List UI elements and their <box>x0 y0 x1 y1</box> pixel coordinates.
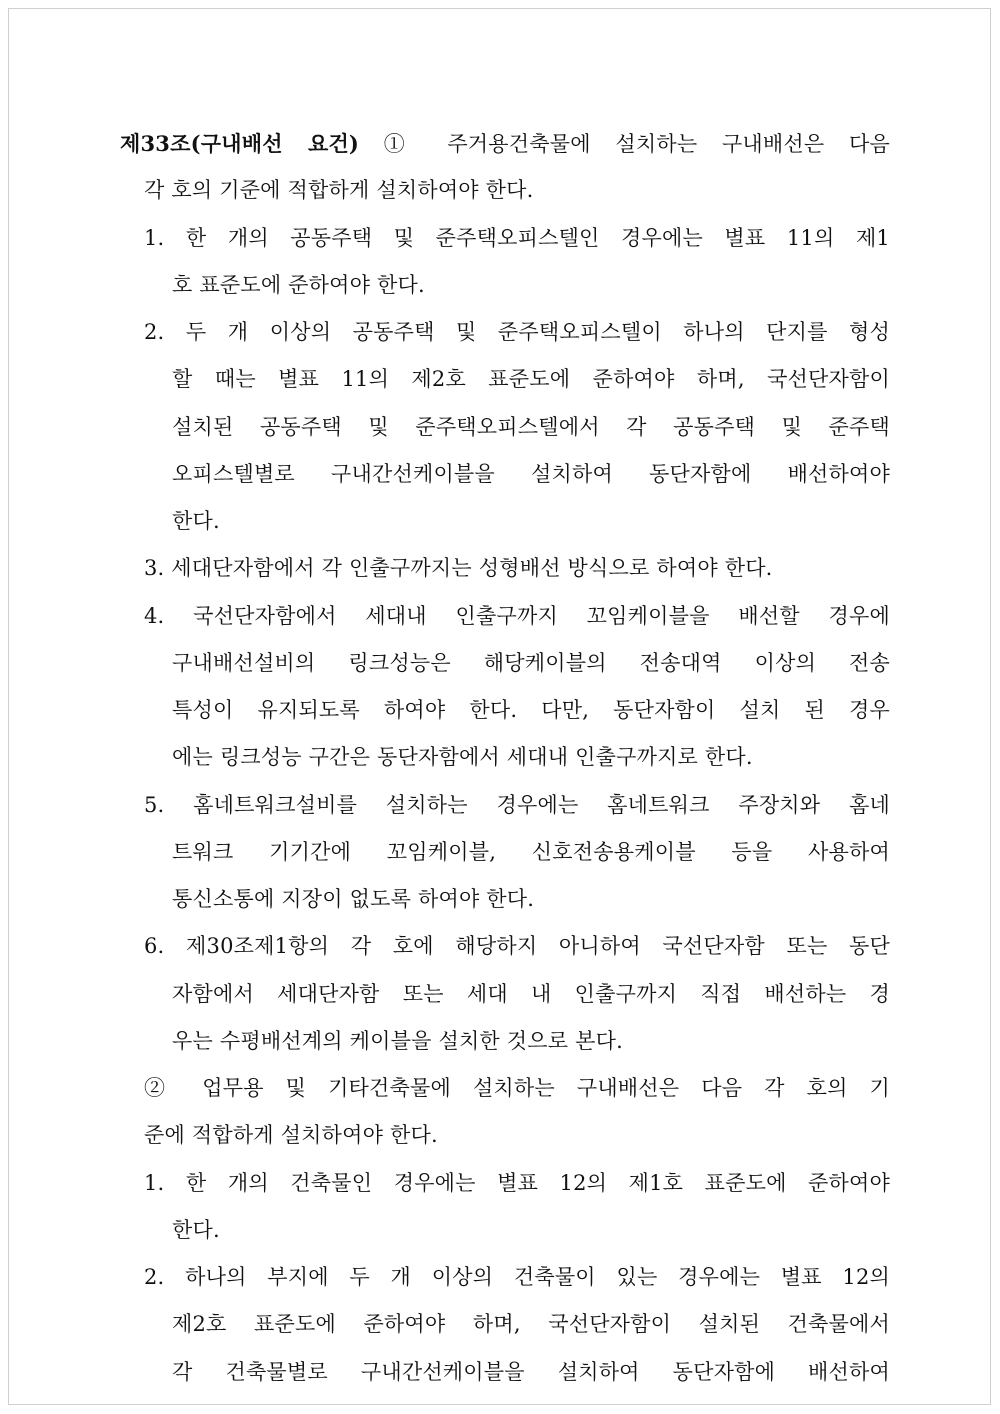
document-body <box>120 120 890 1396</box>
article-heading-line <box>120 120 890 167</box>
article-title: (구내배선 요건) <box>190 131 360 156</box>
list-item-line: 한다. <box>172 509 220 533</box>
list-item-line: 각 건축물별로 구내간선케이블을 설치하여 동단자함에 배선하여 <box>172 1359 890 1384</box>
list-item-line: 설치된 공동주택 및 준주택오피스텔에서 각 공동주택 및 준주택 <box>172 414 890 439</box>
list-item-line: 2. 두 개 이상의 공동주택 및 준주택오피스텔이 하나의 단지를 형성 <box>144 320 890 344</box>
para1-intro-continuation: 각 호의 기준에 적합하게 설치하여야 한다. <box>144 178 534 203</box>
list-item-line: 5. 홈네트워크설비를 설치하는 경우에는 홈네트워크 주장치와 홈네 <box>144 792 890 817</box>
para2-intro-line: ② 업무용 및 기타건축물에 설치하는 구내배선은 다음 각 호의 기 <box>144 1076 890 1100</box>
list-item-line: 한다. <box>172 1217 220 1242</box>
list-item-line: 제2호 표준도에 준하여야 하며, 국선단자함이 설치된 건축물에서 <box>172 1312 890 1337</box>
para1-intro-text: ① 주거용건축물에 설치하는 구내배선은 다음 <box>383 132 890 156</box>
list-item-line: 트워크 기기간에 꼬임케이블, 신호전송용케이블 등을 사용하여 <box>172 839 890 864</box>
para2-intro-continuation: 준에 적합하게 설치하여야 한다. <box>144 1123 438 1148</box>
list-item-line: 1. 한 개의 건축물인 경우에는 별표 12의 제1호 표준도에 준하여야 <box>144 1170 890 1195</box>
list-item-line: 호 표준도에 준하여야 한다. <box>172 272 425 297</box>
article-number: 제33조 <box>120 131 191 156</box>
list-item-line: 특성이 유지되도록 하여야 한다. 다만, 동단자함이 설치 된 경우 <box>172 698 890 722</box>
list-item-line: 3. 세대단자함에서 각 인출구까지는 성형배선 방식으로 하여야 한다. <box>144 556 773 581</box>
list-item-line: 오피스텔별로 구내간선케이블을 설치하여 동단자함에 배선하여야 <box>172 461 890 486</box>
list-item-line: 할 때는 별표 11의 제2호 표준도에 준하여야 하며, 국선단자함이 <box>172 367 890 392</box>
list-item-line: 통신소통에 지장이 없도록 하여야 한다. <box>172 887 535 911</box>
list-item-line: 2. 하나의 부지에 두 개 이상의 건축물이 있는 경우에는 별표 12의 <box>144 1265 890 1289</box>
list-item-line: 6. 제30조제1항의 각 호에 해당하지 아니하여 국선단자함 또는 동단 <box>144 934 890 959</box>
list-item-line: 에는 링크성능 구간은 동단자함에서 세대내 인출구까지로 한다. <box>172 745 753 770</box>
list-item-line: 자함에서 세대단자함 또는 세대 내 인출구까지 직접 배선하는 경 <box>172 981 890 1006</box>
list-item-line: 우는 수평배선계의 케이블을 설치한 것으로 본다. <box>172 1028 623 1053</box>
list-item-line: 구내배선설비의 링크성능은 해당케이블의 전송대역 이상의 전송 <box>172 650 890 675</box>
list-item-line: 1. 한 개의 공동주택 및 준주택오피스텔인 경우에는 별표 11의 제1 <box>144 225 890 250</box>
list-item-line: 4. 국선단자함에서 세대내 인출구까지 꼬임케이블을 배선할 경우에 <box>144 603 890 628</box>
